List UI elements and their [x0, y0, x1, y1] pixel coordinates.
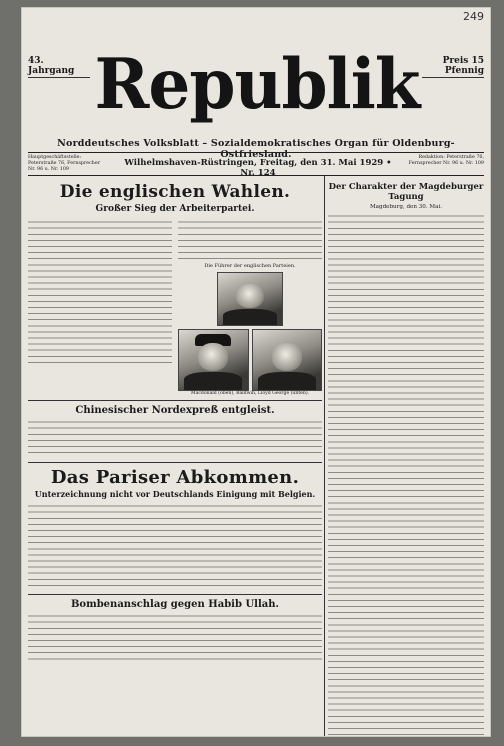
wahlen-body [28, 218, 322, 396]
article-text-block [28, 218, 172, 368]
nordexpress-text [28, 418, 322, 458]
photo-names-caption: Macdonald (oben), Baldwin, Lloyd George (unten). [190, 391, 310, 396]
masthead-right-box [422, 56, 484, 86]
subhead-wahlen: Großer Sieg der Arbeiterpartei. [95, 204, 255, 214]
photo-row [178, 329, 322, 391]
info-bar [28, 152, 484, 176]
headline-wahlen: Die englischen Wahlen. [59, 182, 291, 202]
right-column [328, 178, 484, 736]
issue-dateline: Wilhelmshaven-Rüstringen, Freitag, den 31. Mai 1929 • Nr. 124 [124, 158, 392, 178]
headline-magdeburg: Der Charakter der Magdeburger Tagung [328, 182, 484, 202]
photo-macdonald [217, 272, 283, 326]
paper-subtitle: Norddeutsches Volksblatt – Sozialdemokratisches Organ für Oldenburg-Ostfriesland. [57, 138, 455, 160]
price-label: Preis 15 Pfennig [422, 56, 484, 78]
subscription-notice [28, 81, 90, 86]
headline-nordexpress: Chinesischer Nordexpreß entgleist. [75, 405, 275, 417]
page-number: 249 [463, 10, 484, 23]
photo-lloyd-george [252, 329, 323, 391]
magdeburg-text [328, 212, 484, 736]
jahrgang-label: 43. Jahrgang [28, 56, 90, 78]
photos-caption: Die Führer der englischen Parteien. [204, 263, 296, 269]
newspaper-page [22, 8, 490, 736]
masthead-left-box [28, 56, 90, 86]
wahlen-text-col [28, 218, 172, 396]
office-info: Hauptgeschäftsstelle: Peterstraße 76, Fernsprecher Nr. 96 u. Nr. 109 [28, 155, 101, 172]
habib-text [28, 612, 322, 660]
article-text-block-2 [178, 218, 322, 262]
advertising-notice [422, 81, 484, 86]
masthead-title: Republik [94, 43, 420, 125]
photo-baldwin [178, 329, 249, 391]
left-main-column [28, 178, 322, 660]
subhead-pariser: Unterzeichnung nicht vor Deutschlands Einigung mit Belgien. [34, 489, 316, 500]
column-divider [324, 176, 325, 736]
wahlen-photo-col [178, 218, 322, 396]
headline-habib: Bombenanschlag gegen Habib Ullah. [70, 599, 280, 611]
editorial-info: Redaktion: Peterstraße 76, Fernsprecher Nr. 96 u. Nr. 109 [408, 155, 484, 166]
pariser-text [28, 502, 322, 590]
headline-pariser: Das Pariser Abkommen. [50, 467, 300, 489]
magdeburg-dateline: Magdeburg, den 30. Mai. [369, 204, 443, 210]
